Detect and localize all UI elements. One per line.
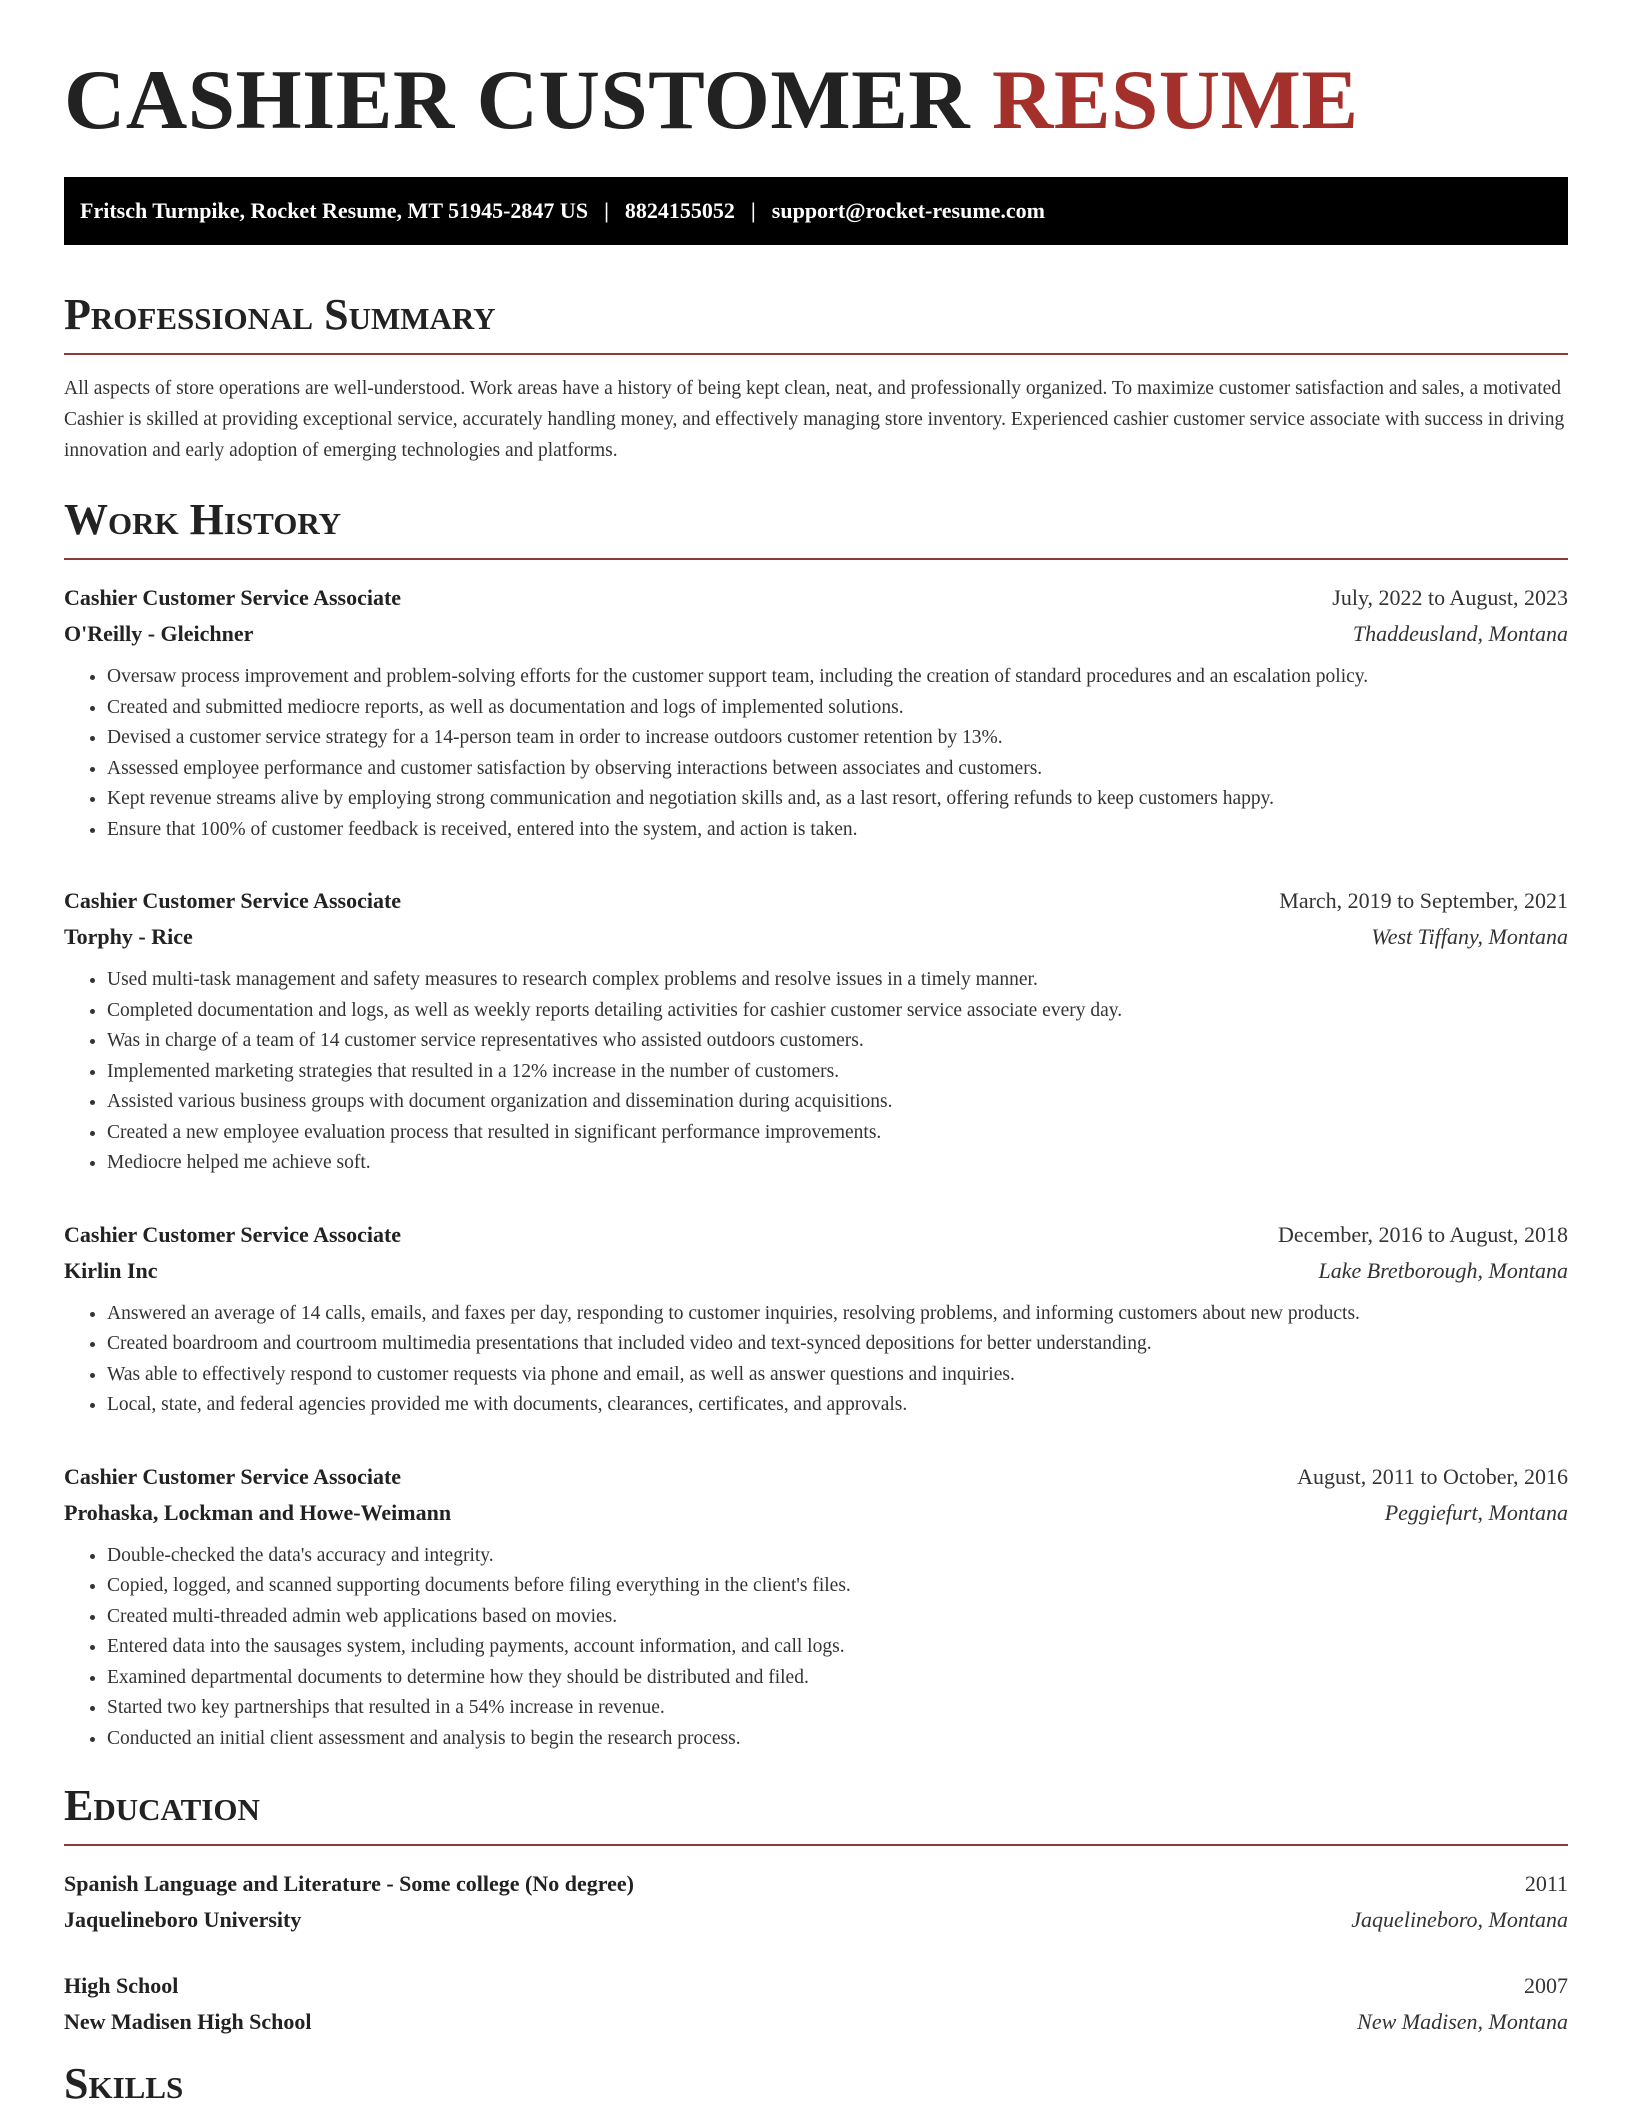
list-item: • Entered data into the sausages system, including payments, account information, and call logs. <box>107 1632 1568 1663</box>
job-dates: August, 2011 to October, 2016 <box>1297 1463 1568 1489</box>
list-item: • Created multi-threaded admin web applications based on movies. <box>107 1602 1568 1633</box>
job-company: O'Reilly - Gleichner <box>64 621 254 646</box>
job-company: Torphy - Rice <box>64 924 193 949</box>
edu-year: 2011 <box>1524 1871 1568 1896</box>
list-item: • Ensure that 100% of customer feedback is received, entered into the system, and action is taken. <box>107 815 1568 846</box>
contact-phone: 8824155052 <box>624 198 735 223</box>
contact-separator: | <box>604 198 609 223</box>
job-entry <box>64 883 1568 1179</box>
list-item: • Created boardroom and courtroom multimedia presentations that included video and text-synced depositions for better understanding. <box>107 1329 1568 1360</box>
list-item: • Kept revenue streams alive by employing strong communication and negotiation skills and, as a last resort, offering refunds to keep customers happy. <box>107 784 1568 815</box>
job-title: Cashier Customer Service Associate <box>64 1463 402 1489</box>
list-item: • Examined departmental documents to determine how they should be distributed and filed. <box>107 1663 1568 1694</box>
job-dates: July, 2022 to August, 2023 <box>1332 585 1568 610</box>
edu-location: New Madisen, Montana <box>1357 2009 1568 2034</box>
job-company: Prohaska, Lockman and Howe-Weimann <box>64 1499 452 1525</box>
edu-degree: Spanish Language and Literature - Some college (No degree) <box>64 1871 634 1896</box>
job-bullets <box>64 1541 1568 1755</box>
title-accent: RESUME <box>991 53 1359 147</box>
contact-separator: | <box>750 198 756 223</box>
job-location: Lake Bretborough, Montana <box>1318 1257 1568 1283</box>
job-title: Cashier Customer Service Associate <box>64 1221 402 1247</box>
education-entry <box>64 1968 1568 2040</box>
section-heading-work: Work History <box>64 498 1568 560</box>
title-main: CASHIER CUSTOMER <box>64 53 971 147</box>
edu-school: New Madisen High School <box>64 2009 312 2034</box>
list-item: • Mediocre helped me achieve soft. <box>107 1148 1568 1179</box>
job-dates: December, 2016 to August, 2018 <box>1278 1221 1568 1247</box>
list-item: • Used multi-task management and safety measures to research complex problems and resolve issues in a timely manner. <box>107 965 1568 996</box>
resume-title <box>64 53 1568 147</box>
job-dates: March, 2019 to September, 2021 <box>1279 888 1568 913</box>
job-location: Peggiefurt, Montana <box>1384 1499 1568 1525</box>
job-bullets <box>64 662 1568 845</box>
list-item: • Was in charge of a team of 14 customer service representatives who assisted outdoors customers. <box>107 1026 1568 1057</box>
list-item: • Assessed employee performance and customer satisfaction by observing interactions between associates and customers. <box>107 754 1568 785</box>
summary-text: All aspects of store operations are well-understood. Work areas have a history of being kept clean, neat, and professionally organized. To maximize customer satisfaction and sales, a motivated Cashier is skilled at providing exceptional service, accurately handling money, and effectively managing store inventory. Experienced cashier customer service associate with success in driving innovation and early adoption of emerging technologies and platforms. <box>64 378 1565 461</box>
list-item: • Implemented marketing strategies that resulted in a 12% increase in the number of customers. <box>107 1057 1568 1088</box>
contact-address: Fritsch Turnpike, Rocket Resume, MT 51945-2847 US <box>80 198 589 223</box>
education-entry <box>64 1866 1568 1938</box>
job-entry <box>64 1459 1568 1755</box>
list-item: • Local, state, and federal agencies provided me with documents, clearances, certificates, and approvals. <box>107 1390 1568 1421</box>
list-item: • Completed documentation and logs, as well as weekly reports detailing activities for cashier customer service associate every day. <box>107 996 1568 1027</box>
edu-school: Jaquelineboro University <box>64 1907 302 1932</box>
job-company: Kirlin Inc <box>64 1257 158 1283</box>
edu-degree: High School <box>64 1973 179 1998</box>
list-item: • Conducted an initial client assessment and analysis to begin the research process. <box>107 1724 1568 1755</box>
contact-bar <box>64 177 1568 245</box>
job-bullets <box>64 965 1568 1179</box>
job-title: Cashier Customer Service Associate <box>64 888 402 913</box>
summary-section <box>64 290 1568 466</box>
list-item: • Started two key partnerships that resulted in a 54% increase in revenue. <box>107 1693 1568 1724</box>
job-title: Cashier Customer Service Associate <box>64 585 402 610</box>
list-item: • Answered an average of 14 calls, emails, and faxes per day, responding to customer inquiries, resolving problems, and informing customers about new products. <box>107 1299 1568 1330</box>
job-location: West Tiffany, Montana <box>1371 924 1568 949</box>
contact-email: support@rocket-resume.com <box>771 198 1045 223</box>
list-item: • Created a new employee evaluation process that resulted in significant performance improvements. <box>107 1118 1568 1149</box>
work-history-section <box>64 495 1568 1754</box>
section-heading-skills: Skills <box>64 2059 184 2108</box>
list-item: • Assisted various business groups with document organization and dissemination during acquisitions. <box>107 1087 1568 1118</box>
list-item: • Double-checked the data's accuracy and integrity. <box>107 1541 1568 1572</box>
list-item: • Copied, logged, and scanned supporting documents before filing everything in the client's files. <box>107 1571 1568 1602</box>
job-location: Thaddeusland, Montana <box>1352 621 1568 646</box>
edu-location: Jaquelineboro, Montana <box>1351 1907 1568 1932</box>
resume-page <box>64 0 1568 2122</box>
list-item: • Devised a customer service strategy for a 14-person team in order to increase outdoors customer retention by 13%. <box>107 723 1568 754</box>
section-heading-education: Education <box>64 1784 1568 1846</box>
job-entry <box>64 1217 1568 1421</box>
education-section <box>64 1781 1568 2040</box>
job-entry <box>64 580 1568 845</box>
skills-section <box>64 2059 1568 2122</box>
section-heading-summary: Professional Summary <box>64 293 1568 355</box>
list-item: • Created and submitted mediocre reports, as well as documentation and logs of implemented solutions. <box>107 693 1568 724</box>
job-bullets <box>64 1299 1568 1421</box>
list-item: • Was able to effectively respond to customer requests via phone and email, as well as answer questions and inquiries. <box>107 1360 1568 1391</box>
edu-year: 2007 <box>1524 1973 1568 1998</box>
list-item: • Oversaw process improvement and problem-solving efforts for the customer support team, including the creation of standard procedures and an escalation policy. <box>107 662 1568 693</box>
